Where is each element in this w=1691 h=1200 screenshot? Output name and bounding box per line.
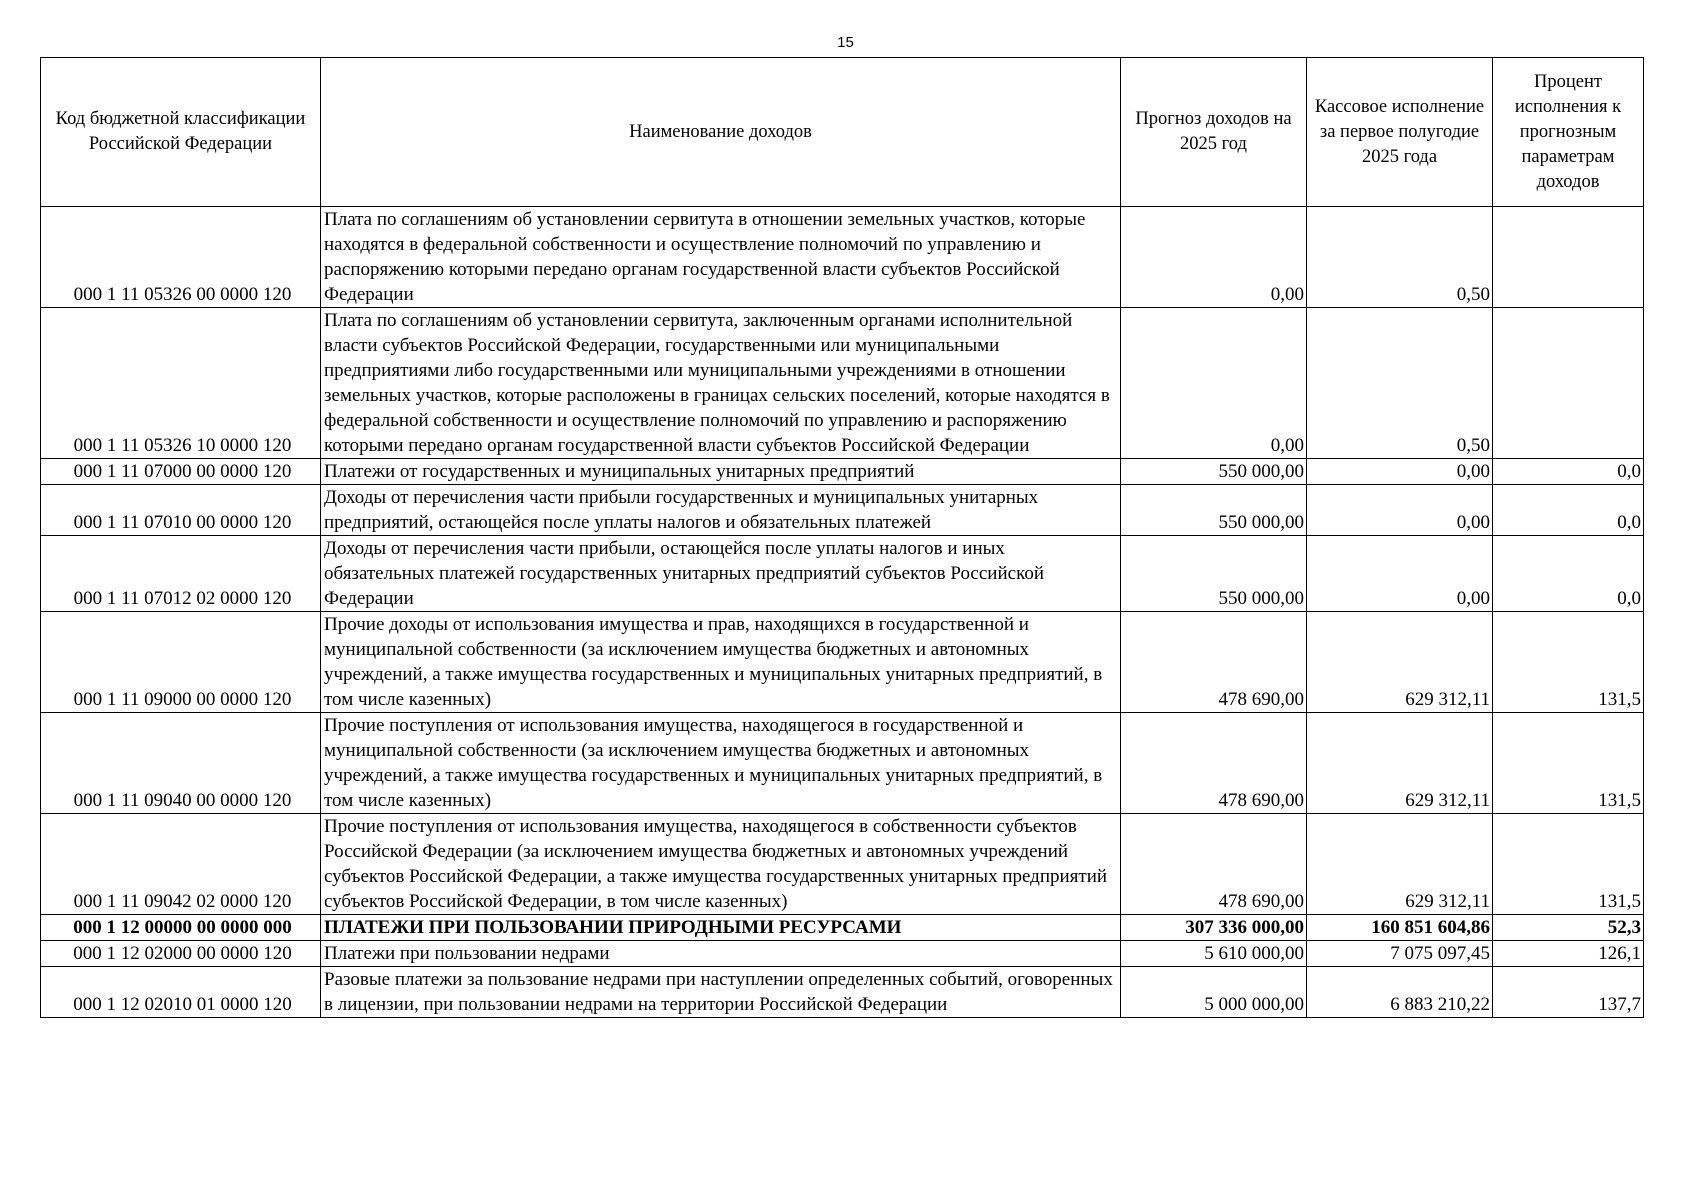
- cell-forecast: 478 690,00: [1121, 612, 1307, 713]
- cell-execution: 6 883 210,22: [1307, 967, 1493, 1018]
- cell-forecast: 5 000 000,00: [1121, 967, 1307, 1018]
- cell-forecast: 0,00: [1121, 308, 1307, 459]
- table-row-section-total: [41, 915, 1644, 941]
- cell-name: Разовые платежи за пользование недрами при наступлении определенных событий, оговоренных в лицензии, при пользовании недрами на территории Российской Федерации: [321, 967, 1121, 1018]
- cell-execution: 629 312,11: [1307, 814, 1493, 915]
- cell-code: 000 1 12 02010 01 0000 120: [41, 967, 321, 1018]
- cell-name: Доходы от перечисления части прибыли, остающейся после уплаты налогов и иных обязательных платежей государственных унитарных предприятий субъектов Российской Федерации: [321, 536, 1121, 612]
- cell-forecast: 550 000,00: [1121, 459, 1307, 485]
- cell-execution: 0,00: [1307, 485, 1493, 536]
- cell-percent: 137,7: [1493, 967, 1644, 1018]
- cell-code: 000 1 11 09000 00 0000 120: [41, 612, 321, 713]
- cell-name: Плата по соглашениям об установлении сервитута в отношении земельных участков, которые находятся в федеральной собственности и осуществление полномочий по управлению и распоряжению которыми передано органам государственной власти субъектов Российской Федерации: [321, 207, 1121, 308]
- cell-code: 000 1 11 09042 02 0000 120: [41, 814, 321, 915]
- cell-percent: 52,3: [1493, 915, 1644, 941]
- cell-code: 000 1 11 07010 00 0000 120: [41, 485, 321, 536]
- cell-percent: 131,5: [1493, 713, 1644, 814]
- cell-name: Прочие поступления от использования имущества, находящегося в собственности субъектов Российской Федерации (за исключением имущества бюджетных и автономных учреждений субъектов Российской Федерации, а также имущества государственных унитарных предприятий субъектов Российской Федерации, в том числе казенных): [321, 814, 1121, 915]
- cell-name: Доходы от перечисления части прибыли государственных и муниципальных унитарных предприятий, остающейся после уплаты налогов и обязательных платежей: [321, 485, 1121, 536]
- table-header-row: [41, 58, 1644, 207]
- cell-code: 000 1 11 09040 00 0000 120: [41, 713, 321, 814]
- cell-name: Плата по соглашениям об установлении сервитута, заключенным органами исполнительной власти субъектов Российской Федерации, государственными или муниципальными предприятиями либо государственными или муниципальными учреждениями в отношении земельных участков, которые расположены в границах сельских поселений, которые находятся в федеральной собственности и осуществление полномочий по управлению и распоряжению которыми передано органам государственной власти субъектов Российской Федерации: [321, 308, 1121, 459]
- cell-name: Прочие доходы от использования имущества и прав, находящихся в государственной и муниципальной собственности (за исключением имущества бюджетных и автономных учреждений, а также имущества государственных и муниципальных унитарных предприятий, в том числе казенных): [321, 612, 1121, 713]
- cell-code: 000 1 11 07000 00 0000 120: [41, 459, 321, 485]
- header-forecast: Прогноз доходов на 2025 год: [1121, 58, 1307, 207]
- cell-percent: 131,5: [1493, 814, 1644, 915]
- table-row: [41, 941, 1644, 967]
- cell-forecast: 478 690,00: [1121, 814, 1307, 915]
- cell-name: Прочие поступления от использования имущества, находящегося в государственной и муниципальной собственности (за исключением имущества бюджетных и автономных учреждений, а также имущества государственных и муниципальных унитарных предприятий, в том числе казенных): [321, 713, 1121, 814]
- cell-percent: 0,0: [1493, 536, 1644, 612]
- cell-execution: 0,50: [1307, 207, 1493, 308]
- cell-percent: [1493, 308, 1644, 459]
- table-row: [41, 459, 1644, 485]
- revenue-table: [40, 57, 1644, 1018]
- header-percent: Процент исполнения к прогнозным параметрам доходов: [1493, 58, 1644, 207]
- cell-code: 000 1 11 07012 02 0000 120: [41, 536, 321, 612]
- cell-execution: 0,00: [1307, 459, 1493, 485]
- table-row: [41, 536, 1644, 612]
- cell-forecast: 478 690,00: [1121, 713, 1307, 814]
- cell-execution: 0,00: [1307, 536, 1493, 612]
- table-row: [41, 612, 1644, 713]
- cell-forecast: 550 000,00: [1121, 485, 1307, 536]
- table-row: [41, 814, 1644, 915]
- cell-percent: 0,0: [1493, 459, 1644, 485]
- table-row: [41, 485, 1644, 536]
- cell-forecast: 307 336 000,00: [1121, 915, 1307, 941]
- cell-code: 000 1 11 05326 10 0000 120: [41, 308, 321, 459]
- cell-forecast: 0,00: [1121, 207, 1307, 308]
- cell-code: 000 1 12 02000 00 0000 120: [41, 941, 321, 967]
- cell-code: 000 1 11 05326 00 0000 120: [41, 207, 321, 308]
- cell-forecast: 5 610 000,00: [1121, 941, 1307, 967]
- header-code: Код бюджетной классификации Российской Федерации: [41, 58, 321, 207]
- cell-name: Платежи при пользовании недрами: [321, 941, 1121, 967]
- header-name: Наименование доходов: [321, 58, 1121, 207]
- cell-percent: 0,0: [1493, 485, 1644, 536]
- cell-execution: 629 312,11: [1307, 713, 1493, 814]
- page-number: 15: [837, 34, 854, 51]
- cell-forecast: 550 000,00: [1121, 536, 1307, 612]
- cell-execution: 0,50: [1307, 308, 1493, 459]
- header-execution: Кассовое исполнение за первое полугодие 2025 года: [1307, 58, 1493, 207]
- cell-percent: 131,5: [1493, 612, 1644, 713]
- cell-percent: 126,1: [1493, 941, 1644, 967]
- cell-name: Платежи от государственных и муниципальных унитарных предприятий: [321, 459, 1121, 485]
- cell-name: ПЛАТЕЖИ ПРИ ПОЛЬЗОВАНИИ ПРИРОДНЫМИ РЕСУРСАМИ: [321, 915, 1121, 941]
- cell-execution: 7 075 097,45: [1307, 941, 1493, 967]
- cell-execution: 160 851 604,86: [1307, 915, 1493, 941]
- cell-percent: [1493, 207, 1644, 308]
- table-row: [41, 207, 1644, 308]
- cell-code: 000 1 12 00000 00 0000 000: [41, 915, 321, 941]
- table-row: [41, 967, 1644, 1018]
- table-row: [41, 308, 1644, 459]
- table-row: [41, 713, 1644, 814]
- cell-execution: 629 312,11: [1307, 612, 1493, 713]
